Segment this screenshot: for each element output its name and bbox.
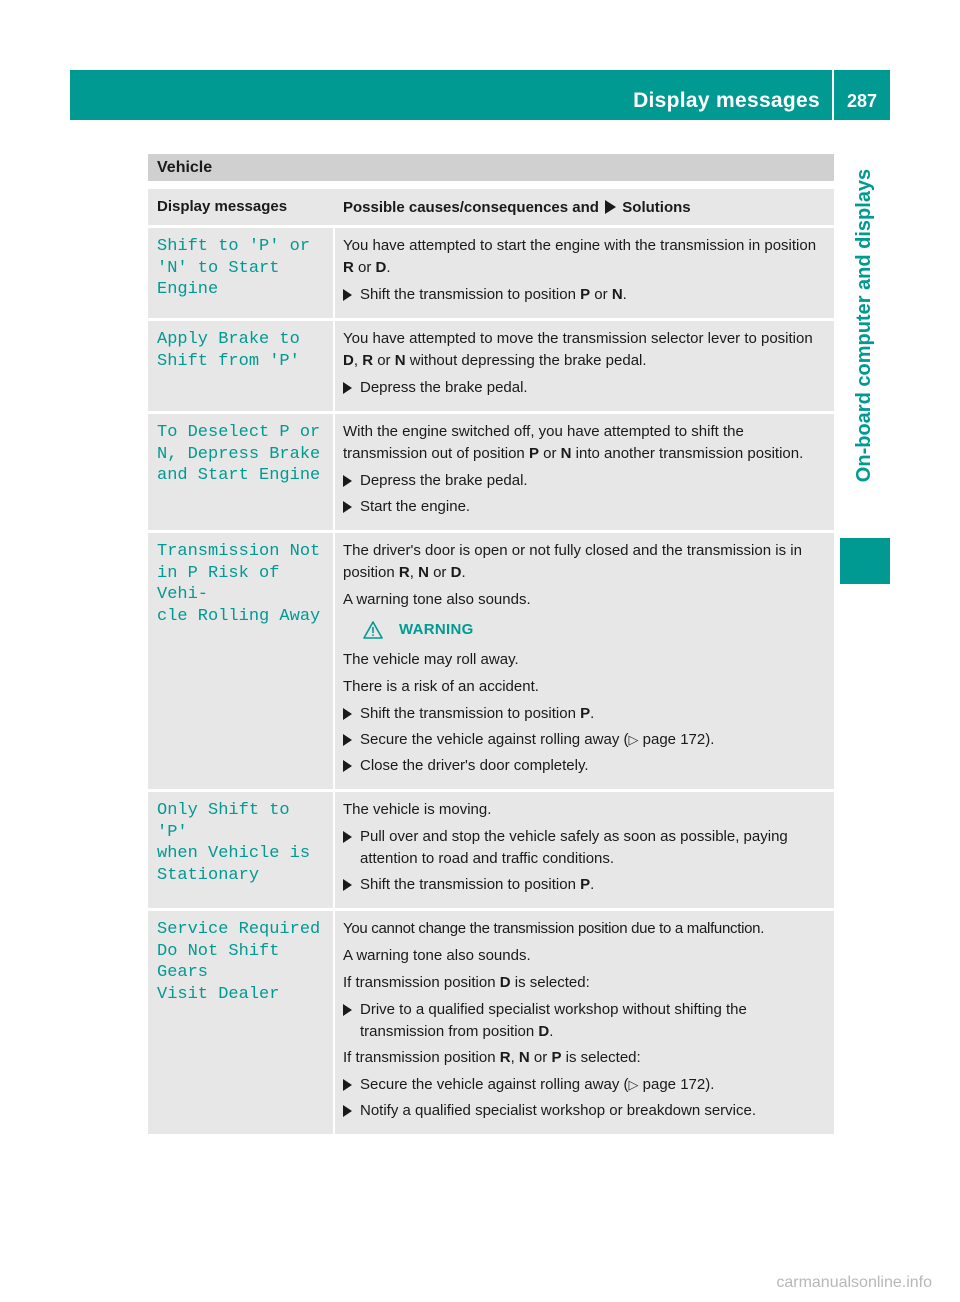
solution-step: Close the driver's door completely. bbox=[343, 755, 828, 777]
cause-text: If transmission position R, N or P is selected: bbox=[343, 1049, 641, 1066]
solution-cell bbox=[335, 533, 834, 789]
solution-cell bbox=[335, 792, 834, 908]
triangle-right-icon bbox=[343, 1004, 352, 1016]
column-header-solutions-label: Solutions bbox=[622, 199, 691, 216]
solution-step: Pull over and stop the vehicle safely as soon as possible, paying attention to road and traffic conditions. bbox=[343, 826, 828, 870]
triangle-right-icon bbox=[343, 382, 352, 394]
triangle-right-icon bbox=[343, 708, 352, 720]
cause-text: The vehicle is moving. bbox=[343, 801, 492, 818]
side-tab-label: On-board computer and displays bbox=[853, 168, 876, 482]
warning-text: There is a risk of an accident. bbox=[343, 678, 539, 695]
triangle-right-icon bbox=[343, 734, 352, 746]
display-message: Service Required Do Not Shift Gears Visit Dealer bbox=[148, 911, 335, 1134]
display-message: Apply Brake to Shift from 'P' bbox=[148, 321, 335, 411]
triangle-right-icon bbox=[343, 1105, 352, 1117]
solution-step: Shift the transmission to position P. bbox=[343, 703, 828, 725]
triangle-right-icon bbox=[343, 831, 352, 843]
cause-text: The driver's door is open or not fully closed and the transmission is in position R, N or D. bbox=[343, 542, 802, 581]
watermark: carmanualsonline.info bbox=[776, 1274, 932, 1291]
column-header-causes: Possible causes/consequences and bbox=[343, 199, 599, 216]
table-row bbox=[148, 321, 834, 411]
solution-cell bbox=[335, 911, 834, 1134]
section-title: Vehicle bbox=[148, 154, 834, 181]
triangle-right-icon bbox=[343, 1079, 352, 1091]
warning-text: The vehicle may roll away. bbox=[343, 651, 519, 668]
solution-cell bbox=[335, 414, 834, 530]
triangle-right-icon bbox=[343, 501, 352, 513]
table-header bbox=[148, 189, 834, 225]
page-header bbox=[70, 70, 890, 120]
solution-step: Shift the transmission to position P or N. bbox=[343, 284, 828, 306]
solution-step: Drive to a qualified specialist workshop without shifting the transmission from position D. bbox=[343, 999, 828, 1043]
header-title: Display messages bbox=[633, 89, 820, 112]
table-row bbox=[148, 414, 834, 530]
solution-step: Depress the brake pedal. bbox=[343, 377, 828, 399]
side-tab-block bbox=[840, 538, 890, 584]
display-message: Only Shift to 'P' when Vehicle is Stationary bbox=[148, 792, 335, 908]
cause-text: A warning tone also sounds. bbox=[343, 947, 531, 964]
cause-text: You cannot change the transmission position due to a malfunction. bbox=[343, 920, 765, 937]
cause-text: A warning tone also sounds. bbox=[343, 591, 531, 608]
solution-step: Shift the transmission to position P. bbox=[343, 874, 828, 896]
table-row bbox=[148, 228, 834, 318]
triangle-right-icon bbox=[605, 200, 616, 214]
side-tab bbox=[840, 120, 890, 530]
solution-cell bbox=[335, 321, 834, 411]
page-number: 287 bbox=[846, 91, 878, 111]
triangle-right-icon bbox=[343, 760, 352, 772]
triangle-right-icon bbox=[343, 879, 352, 891]
cause-text: With the engine switched off, you have attempted to shift the transmission out of position P or N into another transmission position. bbox=[343, 423, 804, 462]
column-header-messages: Display messages bbox=[157, 198, 288, 215]
solution-step: Secure the vehicle against rolling away (▷ page 172). bbox=[343, 1074, 828, 1096]
triangle-right-icon bbox=[343, 475, 352, 487]
cause-text: You have attempted to move the transmission selector lever to position D, R or N without depressing the brake pedal. bbox=[343, 330, 813, 369]
page-reference-icon: ▷ bbox=[628, 732, 639, 747]
solution-step: Notify a qualified specialist workshop or breakdown service. bbox=[343, 1100, 828, 1122]
display-message: To Deselect P or N, Depress Brake and Start Engine bbox=[148, 414, 335, 530]
solution-step: Depress the brake pedal. bbox=[343, 470, 828, 492]
solution-step: Start the engine. bbox=[343, 496, 828, 518]
warning-triangle-icon bbox=[363, 621, 383, 639]
cause-text: If transmission position D is selected: bbox=[343, 974, 590, 991]
display-message: Transmission Not in P Risk of Vehi‐ cle Rolling Away bbox=[148, 533, 335, 789]
table-row bbox=[148, 533, 834, 789]
table-row bbox=[148, 792, 834, 908]
page-reference-icon: ▷ bbox=[628, 1077, 639, 1092]
display-message: Shift to 'P' or 'N' to Start Engine bbox=[148, 228, 335, 318]
solution-step: Secure the vehicle against rolling away (▷ page 172). bbox=[343, 729, 828, 751]
warning-heading bbox=[363, 619, 828, 641]
column-header-solutions bbox=[335, 189, 834, 225]
solution-cell bbox=[335, 228, 834, 318]
warning-label: WARNING bbox=[399, 621, 474, 638]
display-messages-table bbox=[148, 154, 834, 1137]
table-row bbox=[148, 911, 834, 1134]
triangle-right-icon bbox=[343, 289, 352, 301]
cause-text: You have attempted to start the engine with the transmission in position R or D. bbox=[343, 237, 817, 276]
